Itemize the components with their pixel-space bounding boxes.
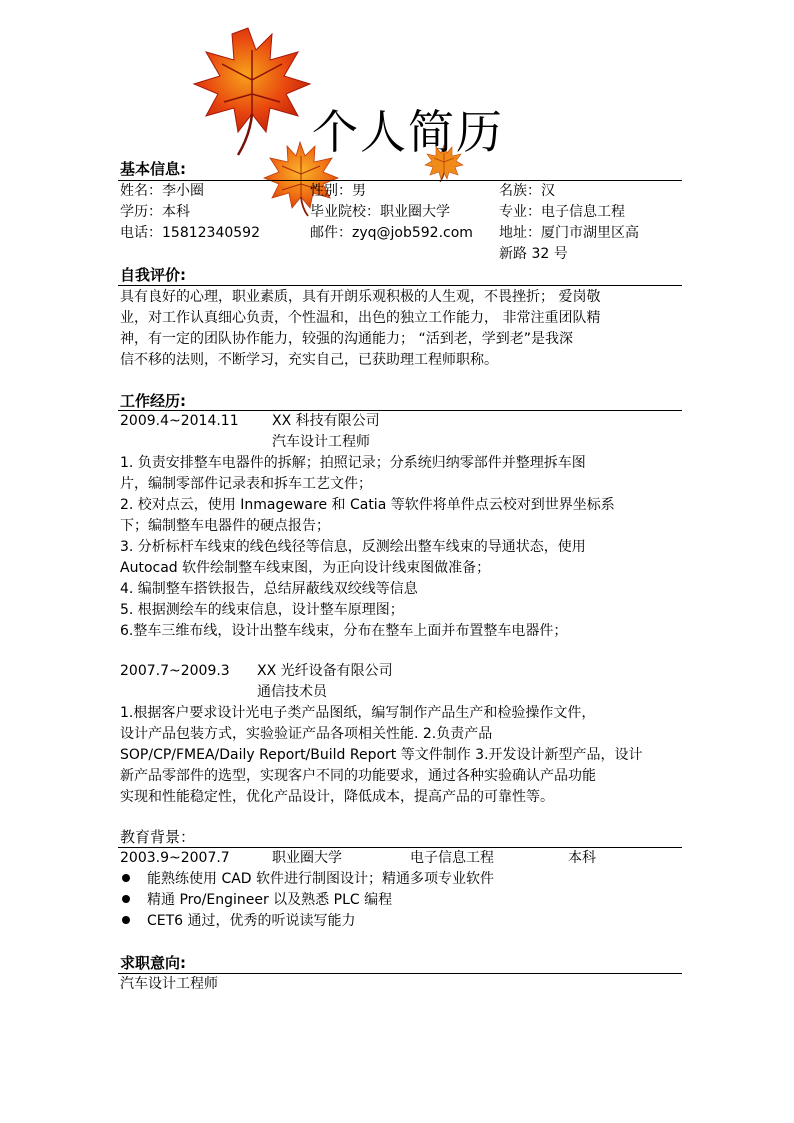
job-detail-line: 新产品零部件的选型，实现客户不同的功能要求，通过各种实验确认产品功能 xyxy=(120,768,596,784)
section-heading-work-experience: 工作经历: xyxy=(120,392,186,410)
education-major: 电子信息工程 xyxy=(410,850,494,866)
field-school: 毕业院校：职业圈大学 xyxy=(310,204,450,220)
page-title: 个人简历 xyxy=(312,105,504,159)
paragraph-line: 业，对工作认真细心负责，个性温和，出色的独立工作能力， 非常注重团队精 xyxy=(120,310,601,326)
job-detail-line: 设计产品包装方式，实验验证产品各项相关性能. 2.负责产品 xyxy=(120,726,493,742)
field-education: 学历：本科 xyxy=(120,204,190,220)
job-detail-line: 2. 校对点云，使用 Inmageware 和 Catia 等软件将单件点云校对到世界坐标系 xyxy=(120,497,615,513)
education-period: 2003.9~2007.7 xyxy=(120,850,230,866)
skill-item: 能熟练使用 CAD 软件进行制图设计；精通多项专业软件 xyxy=(147,871,495,887)
skill-item: CET6 通过，优秀的听说读写能力 xyxy=(147,913,356,929)
field-email: 邮件：zyq@job592.com xyxy=(310,225,473,241)
job-detail-line: 1.根据客户要求设计光电子类产品图纸，编写制作产品生产和检验操作文件， xyxy=(120,705,596,721)
field-major: 专业：电子信息工程 xyxy=(499,204,625,220)
job-detail-line: 片，编制零部件记录表和拆车工艺文件； xyxy=(120,476,372,492)
job-period: 2007.7~2009.3 xyxy=(120,663,230,679)
job-detail-line: 6.整车三维布线，设计出整车线束，分布在整车上面并布置整车电器件； xyxy=(120,623,568,639)
field-address-line2: 新路 32 号 xyxy=(499,246,568,262)
paragraph-line: 神，有一定的团队协作能力，较强的沟通能力； “活到老，学到老”是我深 xyxy=(120,331,573,347)
education-degree: 本科 xyxy=(568,850,596,866)
field-ethnicity: 名族：汉 xyxy=(499,183,555,199)
field-name: 姓名：李小圈 xyxy=(120,183,204,199)
bullet-icon xyxy=(122,895,130,903)
section-heading-basic-info: 基本信息: xyxy=(120,160,186,178)
section-divider xyxy=(118,285,682,286)
education-school: 职业圈大学 xyxy=(272,850,342,866)
job-detail-line: 1. 负责安排整车电器件的拆解；拍照记录；分系统归纳零部件并整理拆车图 xyxy=(120,455,586,471)
job-company: XX 光纤设备有限公司 xyxy=(257,663,393,679)
job-detail-line: 下；编制整车电器件的硬点报告； xyxy=(120,518,330,534)
job-detail-line: 5. 根据测绘车的线束信息，设计整车原理图； xyxy=(120,602,404,618)
job-position: 汽车设计工程师 xyxy=(272,434,370,450)
bullet-icon xyxy=(122,916,130,924)
job-detail-line: 实现和性能稳定性，优化产品设计，降低成本，提高产品的可靠性等。 xyxy=(120,789,554,805)
job-company: XX 科技有限公司 xyxy=(272,413,380,429)
objective-text: 汽车设计工程师 xyxy=(120,976,218,992)
job-position: 通信技术员 xyxy=(257,684,327,700)
field-phone: 电话：15812340592 xyxy=(120,225,260,241)
section-heading-self-evaluation: 自我评价: xyxy=(120,266,186,284)
job-period: 2009.4~2014.11 xyxy=(120,413,239,429)
field-gender: 性别：男 xyxy=(310,183,366,199)
bullet-icon xyxy=(122,874,130,882)
section-heading-education: 教育背景： xyxy=(120,828,196,846)
job-detail-line: SOP/CP/FMEA/Daily Report/Build Report 等文件制作 3.开发设计新型产品，设计 xyxy=(120,747,643,763)
paragraph-line: 具有良好的心理，职业素质，具有开朗乐观积极的人生观，不畏挫折； 爱岗敬 xyxy=(120,289,601,305)
job-detail-line: 4. 编制整车搭铁报告，总结屏蔽线双绞线等信息 xyxy=(120,581,418,597)
section-heading-objective: 求职意向: xyxy=(120,954,186,972)
paragraph-line: 信不移的法则，不断学习，充实自己，已获助理工程师职称。 xyxy=(120,352,498,368)
skill-item: 精通 Pro/Engineer 以及熟悉 PLC 编程 xyxy=(147,892,393,908)
job-detail-line: 3. 分析标杆车线束的线色线径等信息，反测绘出整车线束的导通状态，使用 xyxy=(120,539,586,555)
field-address-line1: 地址：厦门市湖里区高 xyxy=(499,225,639,241)
job-detail-line: Autocad 软件绘制整车线束图，为正向设计线束图做准备； xyxy=(120,560,491,576)
